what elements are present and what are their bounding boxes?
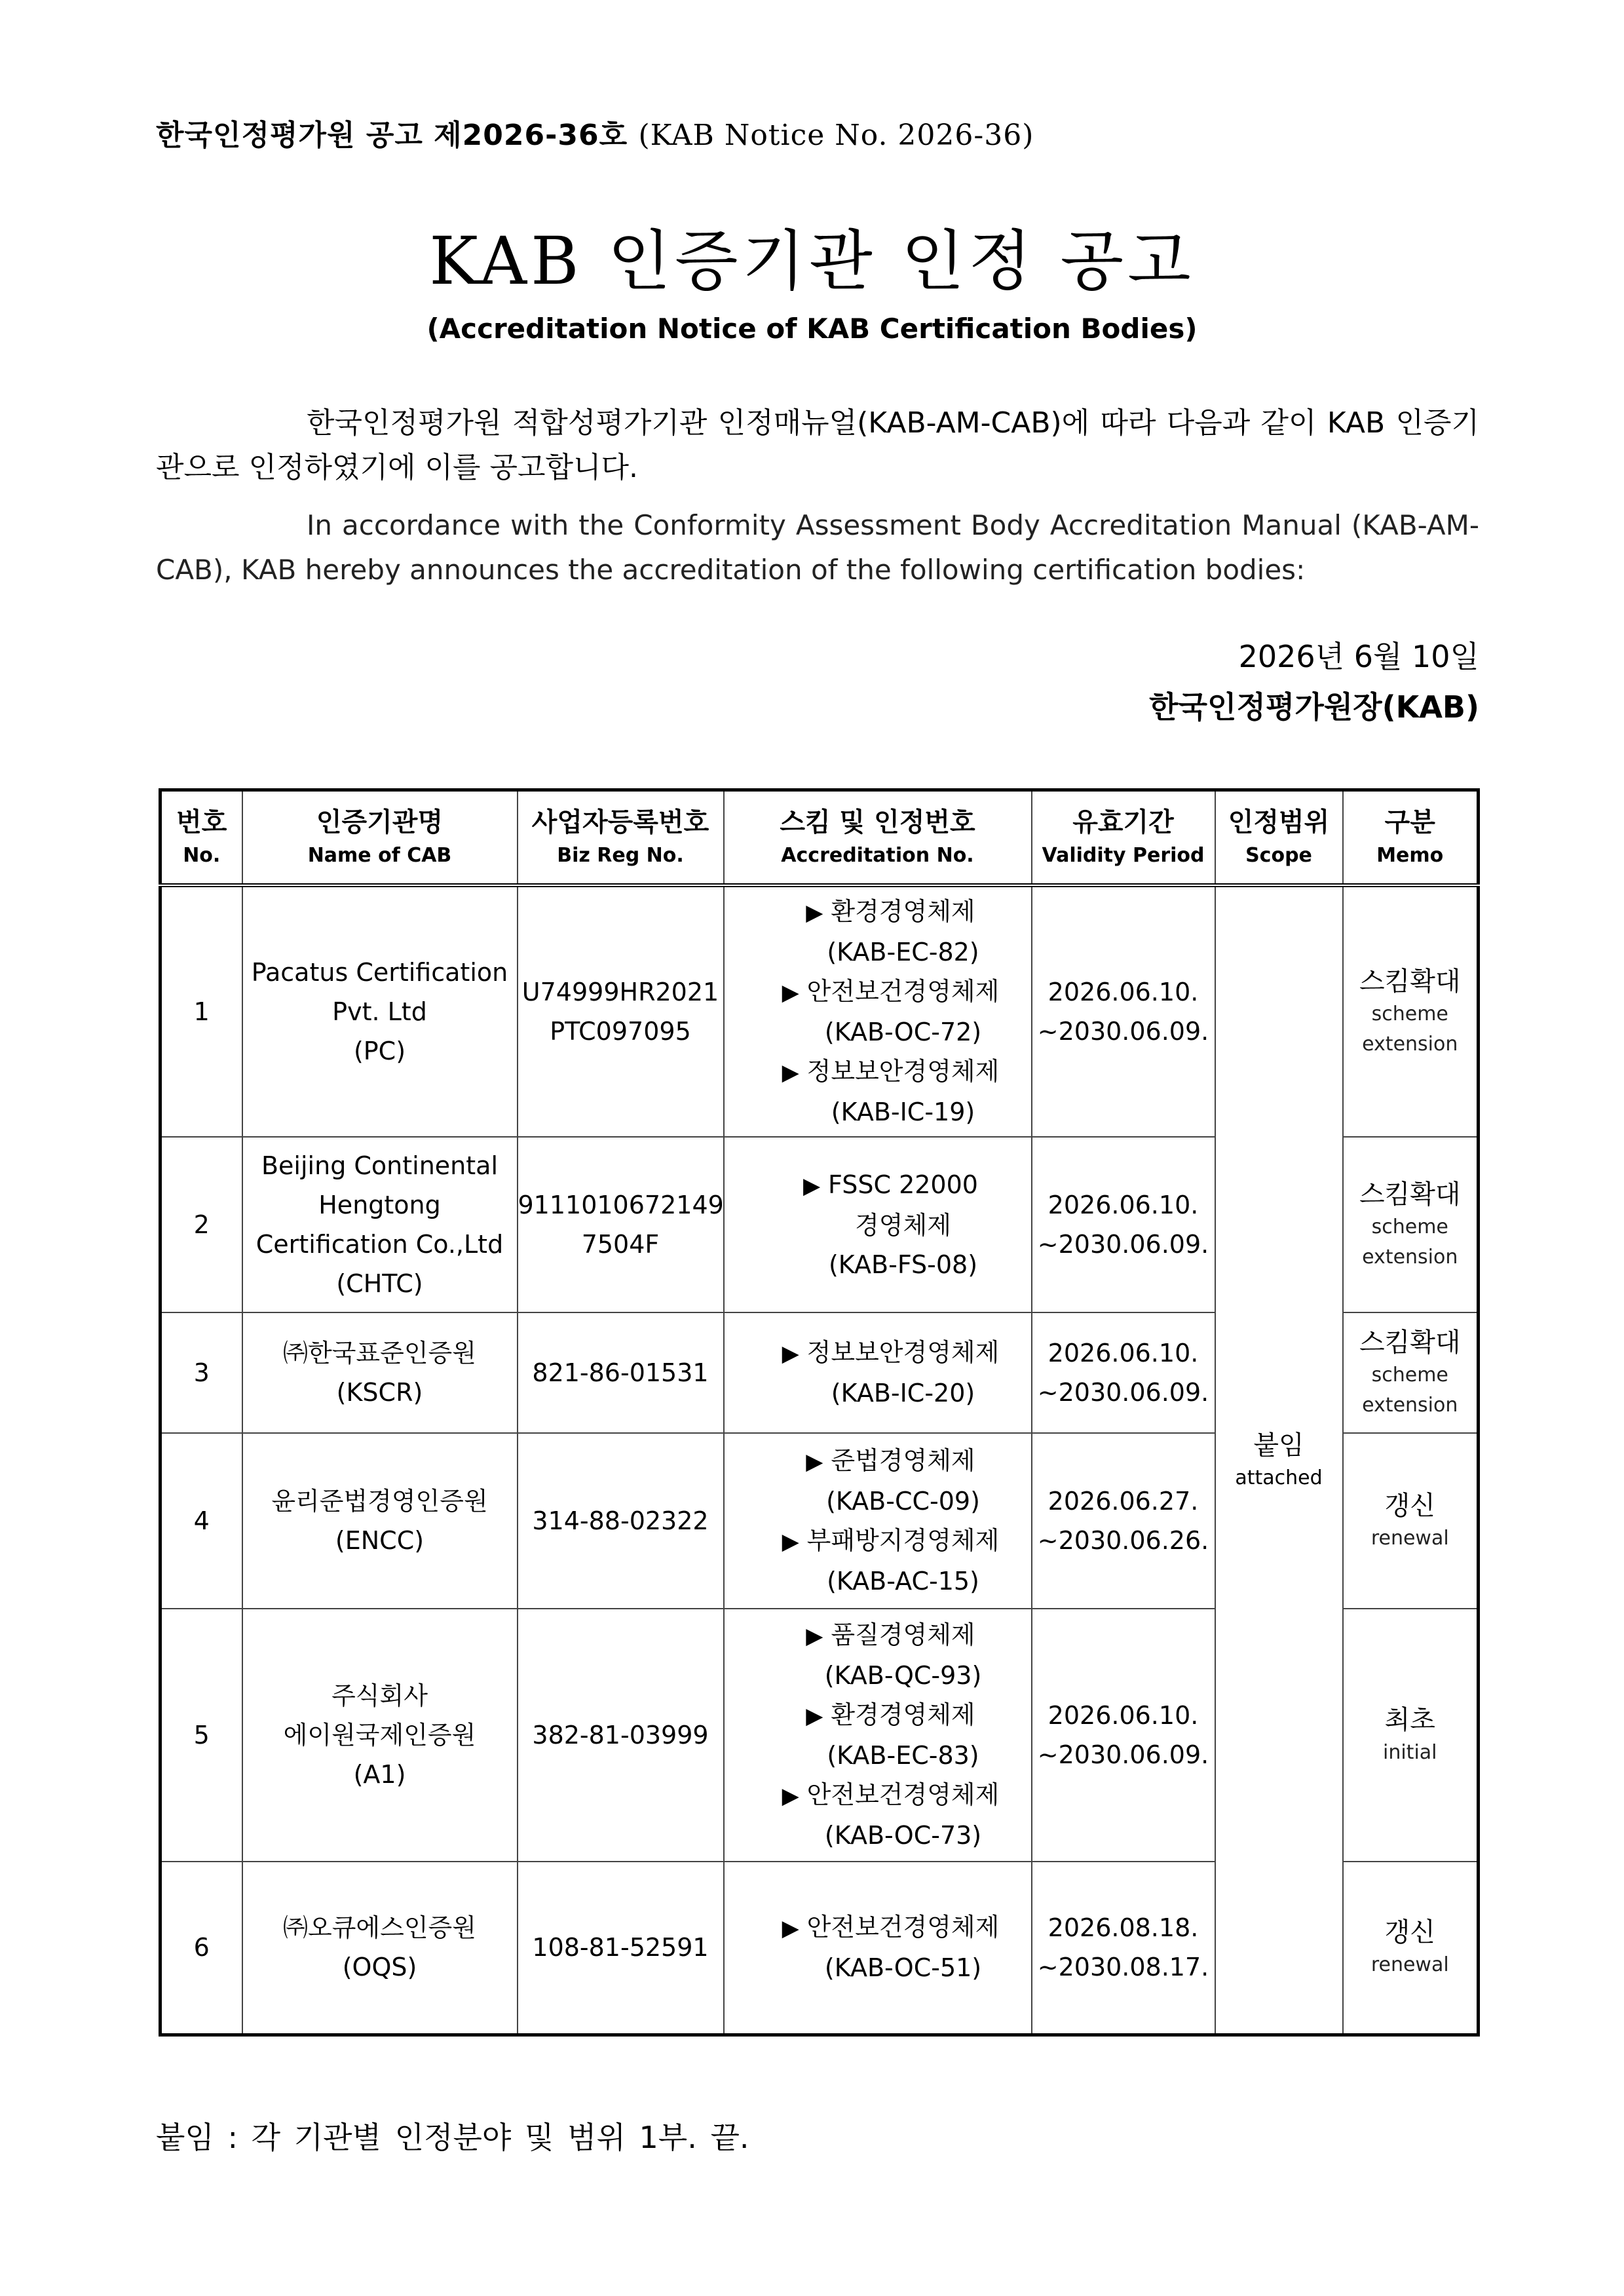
scheme-list — [724, 1862, 1032, 2035]
biz-reg-line: 7504F — [581, 1230, 660, 1259]
biz-reg-line: 821-86-01531 — [532, 1358, 709, 1387]
scheme-name: 환경경영체제 — [831, 1700, 975, 1729]
cab-name-line: 에이원국제인증원 — [283, 1721, 476, 1750]
cab-name — [242, 885, 518, 1137]
biz-reg-line: U74999HR2021 — [521, 978, 719, 1006]
intro-english: In accordance with the Conformity Assessment Body Accreditation Manual (KAB-AM-CAB), KAB hereby announces the accreditation of the following certification bodies: — [156, 509, 1479, 586]
biz-reg-no — [518, 1137, 724, 1312]
validity-period — [1032, 1609, 1215, 1862]
scheme-name: 안전보건경영체제 — [806, 1780, 1000, 1809]
cab-name-line: (PC) — [353, 1037, 406, 1065]
column-header-ko: 유효기간 — [1072, 807, 1174, 837]
scheme-name: 준법경영체제 — [831, 1446, 975, 1475]
validity-line: ~2030.08.17. — [1037, 1953, 1209, 1982]
notice-number-en: (KAB Notice No. 2026-36) — [638, 119, 1034, 152]
accreditation-code: (KAB-OC-73) — [824, 1821, 982, 1850]
scheme-item — [743, 1695, 1031, 1736]
memo-cell — [1343, 1433, 1479, 1609]
biz-reg-no — [518, 885, 724, 1137]
column-header-ko: 사업자등록번호 — [531, 807, 709, 837]
triangle-right-icon: ▶ — [806, 1703, 823, 1729]
accreditation-code: (KAB-QC-93) — [824, 1661, 982, 1690]
cab-name-line: (ENCC) — [335, 1526, 425, 1555]
triangle-right-icon: ▶ — [782, 1341, 799, 1367]
cab-name-line: Beijing Continental — [261, 1151, 499, 1180]
biz-reg-line: 9111010672149 — [518, 1191, 724, 1219]
cab-name — [242, 1312, 518, 1433]
triangle-right-icon: ▶ — [782, 1783, 799, 1809]
column-header-en: Biz Reg No. — [557, 844, 684, 867]
triangle-right-icon: ▶ — [806, 1449, 823, 1475]
validity-line: ~2030.06.09. — [1037, 1017, 1209, 1046]
scheme-item — [743, 1615, 1031, 1656]
memo-cell — [1343, 1137, 1479, 1312]
accreditation-table — [159, 788, 1480, 2037]
scheme-name: 환경경영체제 — [831, 897, 975, 926]
validity-line: ~2030.06.09. — [1037, 1378, 1209, 1407]
biz-reg-line: PTC097095 — [550, 1017, 691, 1046]
notice-number — [156, 111, 1034, 153]
cab-name-line: (CHTC) — [336, 1269, 423, 1298]
accreditation-code: (KAB-OC-51) — [824, 1953, 982, 1983]
scheme-item — [743, 1521, 1031, 1561]
page-title: KAB 인증기관 인정 공고 — [429, 223, 1195, 299]
scheme-name: 부패방지경영체제 — [806, 1526, 1000, 1555]
row-number: 6 — [161, 1862, 242, 2035]
column-header-ko: 번호 — [176, 807, 227, 837]
accreditation-code: (KAB-IC-20) — [831, 1379, 975, 1407]
cab-name-line: (OQS) — [342, 1953, 417, 1982]
accreditation-code: (KAB-IC-19) — [831, 1098, 975, 1126]
memo-en: extension — [1362, 1033, 1458, 1056]
column-header-en: Memo — [1376, 844, 1444, 867]
scheme-item — [743, 1333, 1031, 1373]
scheme-name: 안전보건경영체제 — [806, 1913, 1000, 1942]
attachment-note: 붙임 : 각 기관별 인정분야 및 범위 1부. 끝. — [156, 2120, 749, 2155]
scheme-list — [724, 885, 1032, 1137]
memo-en: initial — [1383, 1741, 1437, 1764]
column-header — [161, 790, 242, 886]
validity-period — [1032, 1433, 1215, 1609]
issuer-name: 한국인정평가원장(KAB) — [1149, 689, 1479, 725]
column-header-en: No. — [183, 844, 221, 867]
validity-period — [1032, 885, 1215, 1137]
scheme-name: 안전보건경영체제 — [806, 977, 1000, 1006]
scope-en: attached — [1235, 1466, 1323, 1490]
column-header-ko: 구분 — [1384, 807, 1435, 837]
triangle-right-icon: ▶ — [782, 1915, 799, 1942]
triangle-right-icon: ▶ — [803, 1173, 821, 1199]
accreditation-code: 경영체제 — [855, 1211, 951, 1240]
validity-line: 2026.06.27. — [1048, 1487, 1199, 1516]
validity-line: 2026.08.18. — [1048, 1913, 1199, 1943]
scheme-name: 정보보안경영체제 — [806, 1338, 1000, 1367]
scheme-name: 정보보안경영체제 — [806, 1057, 1000, 1086]
memo-en: renewal — [1370, 1527, 1449, 1550]
triangle-right-icon: ▶ — [782, 980, 799, 1006]
scheme-name: 품질경영체제 — [831, 1620, 975, 1649]
memo-ko: 최초 — [1384, 1705, 1435, 1735]
validity-line: 2026.06.10. — [1048, 1191, 1199, 1219]
triangle-right-icon: ▶ — [782, 1060, 799, 1086]
accreditation-code: (KAB-FS-08) — [828, 1250, 978, 1279]
biz-reg-no — [518, 1433, 724, 1609]
row-number: 5 — [161, 1609, 242, 1862]
scheme-name: FSSC 22000 — [828, 1170, 978, 1199]
validity-period — [1032, 1312, 1215, 1433]
row-number: 4 — [161, 1433, 242, 1609]
scheme-item — [743, 1775, 1031, 1816]
memo-en: renewal — [1370, 1953, 1449, 1977]
scheme-list — [724, 1433, 1032, 1609]
scheme-item — [743, 1441, 1031, 1482]
scheme-item — [743, 1907, 1031, 1948]
validity-line: 2026.06.10. — [1048, 1701, 1199, 1730]
notice-number-ko: 한국인정평가원 공고 제2026-36호 — [156, 119, 628, 152]
scheme-list — [724, 1312, 1032, 1433]
column-header — [518, 790, 724, 886]
scheme-item — [743, 1052, 1031, 1092]
column-header-ko: 스킴 및 인정번호 — [780, 807, 975, 837]
scope-cell — [1215, 885, 1343, 2035]
validity-period — [1032, 1137, 1215, 1312]
column-header-en: Validity Period — [1042, 844, 1205, 867]
scheme-list — [724, 1137, 1032, 1312]
cab-name-line: Hengtong — [318, 1191, 441, 1219]
cab-name — [242, 1137, 518, 1312]
memo-ko: 스킴확대 — [1359, 1179, 1461, 1210]
memo-ko: 스킴확대 — [1359, 1328, 1461, 1358]
biz-reg-line: 382-81-03999 — [532, 1721, 709, 1750]
cab-name-line: Pacatus Certification — [251, 958, 508, 987]
memo-en: extension — [1362, 1394, 1458, 1417]
column-header — [242, 790, 518, 886]
column-header-en: Accreditation No. — [781, 844, 974, 867]
memo-ko: 스킴확대 — [1359, 966, 1461, 997]
column-header — [1032, 790, 1215, 886]
column-header — [724, 790, 1032, 886]
intro-korean: 한국인정평가원 적합성평가기관 인정매뉴얼(KAB-AM-CAB)에 따라 다음과 같이 KAB 인증기관으로 인정하였기에 이를 공고합니다. — [156, 406, 1479, 484]
cab-name — [242, 1433, 518, 1609]
cab-name-line: Pvt. Ltd — [332, 997, 427, 1026]
cab-name-line: ㈜한국표준인증원 — [283, 1339, 476, 1368]
column-header-en: Scope — [1245, 844, 1312, 867]
cab-name-line: Certification Co.,Ltd — [255, 1230, 504, 1259]
memo-cell — [1343, 1862, 1479, 2035]
biz-reg-no — [518, 1862, 724, 2035]
validity-period — [1032, 1862, 1215, 2035]
triangle-right-icon: ▶ — [806, 1623, 823, 1649]
column-header — [1343, 790, 1479, 886]
memo-en: scheme — [1371, 1003, 1448, 1025]
accreditation-code: (KAB-EC-83) — [827, 1741, 979, 1770]
column-header-ko: 인정범위 — [1228, 807, 1330, 837]
accreditation-code: (KAB-EC-82) — [827, 938, 979, 966]
page-subtitle: (Accreditation Notice of KAB Certification Bodies) — [426, 313, 1198, 345]
cab-name-line: (KSCR) — [336, 1378, 423, 1407]
scheme-item — [743, 972, 1031, 1012]
memo-ko: 갱신 — [1384, 1491, 1435, 1521]
table-row — [161, 885, 1479, 1137]
cab-name-line: 주식회사 — [331, 1681, 428, 1710]
column-header-en: Name of CAB — [307, 844, 452, 867]
memo-en: scheme — [1371, 1364, 1448, 1387]
cab-name-line: (A1) — [353, 1760, 406, 1789]
accreditation-code: (KAB-OC-72) — [824, 1018, 982, 1046]
table-body — [161, 885, 1479, 2035]
validity-line: ~2030.06.09. — [1037, 1230, 1209, 1259]
validity-line: 2026.06.10. — [1048, 1339, 1199, 1368]
column-header-ko: 인증기관명 — [316, 807, 444, 837]
row-number: 1 — [161, 885, 242, 1137]
scope-ko: 붙임 — [1253, 1430, 1304, 1461]
biz-reg-line: 314-88-02322 — [532, 1506, 709, 1535]
biz-reg-no — [518, 1312, 724, 1433]
scheme-item — [743, 892, 1031, 932]
row-number: 3 — [161, 1312, 242, 1433]
row-number: 2 — [161, 1137, 242, 1312]
accreditation-code: (KAB-CC-09) — [826, 1487, 980, 1516]
column-header — [1215, 790, 1343, 886]
biz-reg-no — [518, 1609, 724, 1862]
validity-line: ~2030.06.09. — [1037, 1740, 1209, 1769]
memo-cell — [1343, 1312, 1479, 1433]
memo-cell — [1343, 1609, 1479, 1862]
triangle-right-icon: ▶ — [806, 900, 823, 926]
memo-en: extension — [1362, 1246, 1458, 1269]
cab-name-line: ㈜오큐에스인증원 — [283, 1913, 476, 1943]
validity-line: ~2030.06.26. — [1037, 1526, 1209, 1555]
cab-name — [242, 1609, 518, 1862]
biz-reg-line: 108-81-52591 — [532, 1933, 709, 1962]
validity-line: 2026.06.10. — [1048, 978, 1199, 1006]
scheme-list — [724, 1609, 1032, 1862]
triangle-right-icon: ▶ — [782, 1529, 799, 1555]
cab-name-line: 윤리준법경영인증원 — [271, 1487, 488, 1516]
accreditation-code: (KAB-AC-15) — [827, 1567, 979, 1596]
scheme-item — [743, 1165, 1031, 1206]
cab-name — [242, 1862, 518, 2035]
table-header-row — [161, 790, 1479, 886]
memo-en: scheme — [1371, 1215, 1448, 1238]
memo-ko: 갱신 — [1384, 1917, 1435, 1948]
issue-date: 2026년 6월 10일 — [1238, 639, 1479, 674]
memo-cell — [1343, 885, 1479, 1137]
